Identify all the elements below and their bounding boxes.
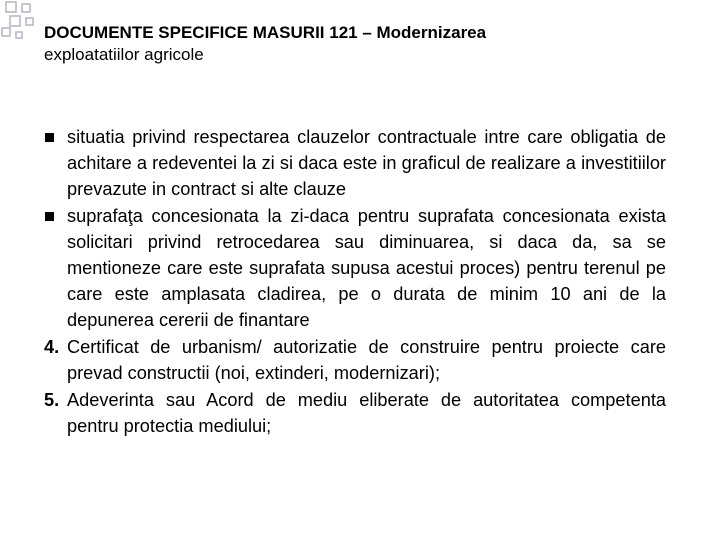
slide-title-line2: exploatatiilor agricole (44, 45, 204, 64)
list-item (44, 124, 666, 202)
list-item (44, 203, 666, 333)
list-item-number: 4. (44, 337, 60, 357)
list-item (44, 334, 666, 386)
list-item-text: Certificat de urbanism/ autorizatie de construire pentru proiecte care prevad constructii (noi, extinderi, modernizari); (67, 337, 666, 383)
list-item-text: suprafaţa concesionata la zi-daca pentru suprafata concesionata exista solicitari privind retrocedarea sau diminuarea, si daca da, sa se mentioneze care este suprafata supusa acestui proces) pentru terenul pe care este amplasata cladirea, pe o durata de minim 10 ani de la depunerea cererii de finantare (67, 206, 666, 330)
slide-title-line1: DOCUMENTE SPECIFICE MASURII 121 – Modernizarea (44, 23, 487, 42)
square-bullet-icon (45, 133, 54, 142)
list-item-text: Adeverinta sau Acord de mediu eliberate de autoritatea competenta pentru protectia mediului; (67, 390, 666, 436)
list-item-number: 5. (44, 390, 60, 410)
list-item (44, 387, 666, 439)
square-bullet-icon (45, 212, 54, 221)
list-item-text: situatia privind respectarea clauzelor contractuale intre care obligatia de achitare a redeventei la zi si daca este in graficul de realizare a investitiilor prevazute in contract si alte clauze (67, 127, 666, 199)
slide-title (44, 22, 684, 66)
slide-content (44, 124, 666, 440)
